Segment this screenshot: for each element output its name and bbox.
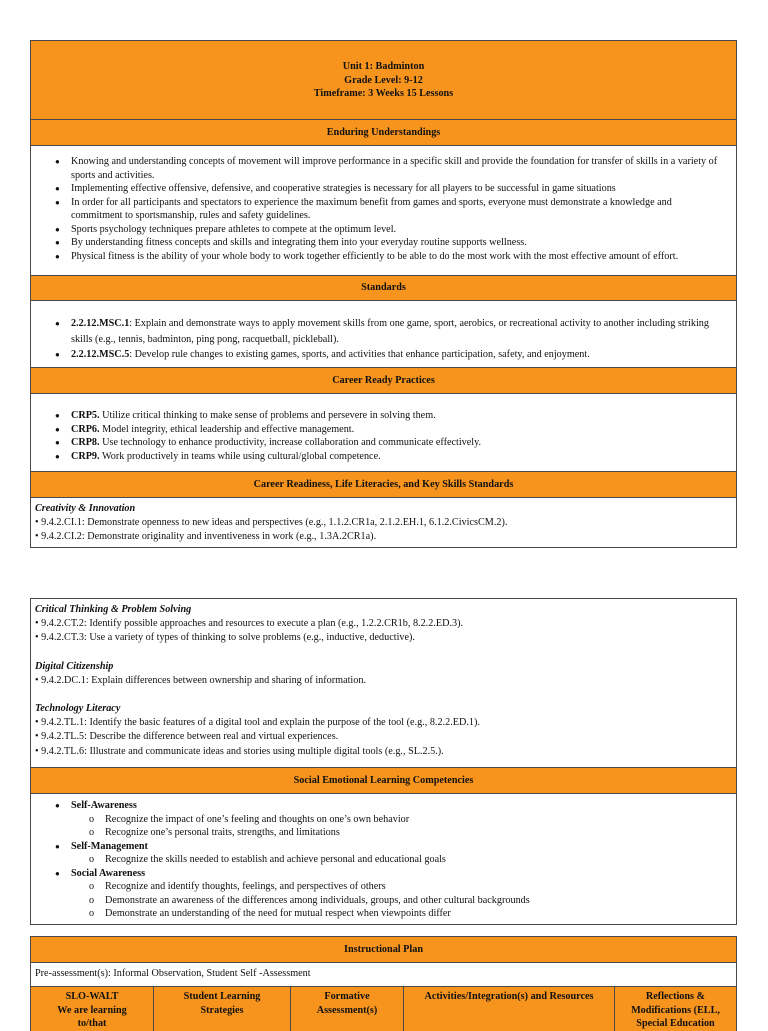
list-item: • 9.4.2.CT.3: Use a variety of types of thinking to solve problems (e.g., inductive, deductive). [35, 632, 415, 644]
standard-text: : Explain and demonstrate ways to apply movement skills from one game, sport, aerobics, or recreational activity to another including striking skills (e.g., tennis, badminton, ping pong, racquetball, pickleball). [71, 318, 709, 345]
career-section-continued [31, 599, 736, 768]
sel-group [71, 867, 736, 921]
sel-section [31, 794, 736, 921]
crp-section [31, 394, 736, 472]
list-item: ● In order for all participants and spectators to experience the maximum benefit from games and sports, everyone must demonstrate a knowledge and commitment to sportsmanship, rules and safety guidelines. [71, 196, 722, 223]
sel-group-title: Self-Awareness [71, 800, 137, 811]
list-item: o Recognize the impact of one’s feeling and thoughts on one’s own behavior [105, 813, 736, 827]
list-item: o Recognize one’s personal traits, strengths, and limitations [105, 826, 736, 840]
list-item: ● CRP5. Utilize critical thinking to make sense of problems and persevere in solving them. [71, 409, 736, 423]
enduring-section [31, 146, 736, 276]
standards-heading: Standards [31, 276, 736, 301]
crp-code: CRP9. [71, 450, 100, 462]
column-learning-strategies: Student Learning Strategies [154, 987, 291, 1031]
list-item: ● CRP8. Use technology to enhance productivity, increase collaboration and communicate effectively. [71, 436, 736, 450]
plan-heading: Instructional Plan [31, 937, 736, 963]
unit-header [31, 41, 736, 120]
list-item: o Demonstrate an awareness of the differences among individuals, groups, and other cultural backgrounds [105, 894, 736, 908]
list-item [71, 347, 722, 363]
critical-thinking-title: Critical Thinking & Problem Solving [35, 604, 192, 615]
list-item: • 9.4.2.TL.5: Describe the difference between real and virtual experiences. [35, 731, 339, 743]
list-item: • 9.4.2.TL.6: Illustrate and communicate ideas and stories using multiple digital tools (e.g., SL.2.5.). [35, 745, 444, 757]
unit-grade: Grade Level: 9-12 [344, 74, 423, 86]
technology-literacy-title: Technology Literacy [35, 703, 121, 715]
standard-code: 2.2.12.MSC.1 [71, 318, 130, 329]
sel-group-title: Self-Management [71, 840, 148, 852]
sel-group [71, 840, 736, 867]
standards-list [31, 316, 722, 363]
digital-citizenship-title: Digital Citizenship [35, 660, 114, 672]
enduring-heading: Enduring Understandings [31, 120, 736, 146]
standard-text: : Develop rule changes to existing games, sports, and activities that enhance participation, safety, and enjoyment. [129, 349, 590, 360]
list-item: ● CRP6. Model integrity, ethical leadership and effective management. [71, 423, 736, 437]
list-item: ● Sports psychology techniques prepare athletes to compete at the optimum level. [71, 223, 722, 237]
crp-code: CRP8. [71, 437, 100, 448]
list-item: • 9.4.2.TL.1: Identify the basic features of a digital tool and explain the purpose of the tool (e.g., 8.2.2.ED.1). [35, 717, 480, 729]
enduring-list [31, 155, 722, 263]
list-item: • 9.4.2.DC.1: Explain differences between ownership and sharing of information. [35, 674, 366, 686]
career-section-creativity [31, 498, 736, 545]
career-heading: Career Readiness, Life Literacies, and Key Skills Standards [31, 472, 736, 498]
standards-section [31, 301, 736, 368]
sel-heading: Social Emotional Learning Competencies [31, 768, 736, 794]
crp-heading: Career Ready Practices [31, 368, 736, 394]
list-item: • 9.4.2.CI.1: Demonstrate openness to new ideas and perspectives (e.g., 1.1.2.CR1a, 2.1.2.EH.1, 6.1.2.CivicsCM.2). [35, 517, 508, 529]
column-activities-resources: Activities/Integration(s) and Resources [404, 987, 615, 1031]
list-item: o Recognize the skills needed to establish and achieve personal and educational goals [105, 853, 736, 867]
sel-group [71, 799, 736, 840]
list-item: • 9.4.2.CT.2: Identify possible approaches and resources to execute a plan (e.g., 1.2.2.CR1b, 8.2.2.ED.3). [35, 618, 464, 630]
unit-overview-table [30, 40, 737, 548]
list-item: o Recognize and identify thoughts, feelings, and perspectives of others [105, 880, 736, 894]
unit-title: Unit 1: Badminton [342, 61, 425, 72]
column-formative-assessment: Formative Assessment(s) [291, 987, 404, 1031]
sel-list [31, 799, 736, 921]
sel-group-title: Social Awareness [71, 867, 146, 879]
career-sel-table [30, 598, 737, 925]
standard-code: 2.2.12.MSC.5 [71, 349, 130, 360]
column-reflections-modifications: Reflections & Modifications (ELL, Special Education [615, 987, 737, 1031]
column-slo-walt: SLO-WALT We are learning to/that [31, 987, 154, 1031]
crp-code: CRP5. [71, 410, 100, 421]
list-item: ● By understanding fitness concepts and skills and integrating them into your everyday routine supports wellness. [71, 236, 722, 250]
list-item: ● CRP9. Work productively in teams while using cultural/global competence. [71, 450, 736, 464]
pre-assessment-row: Pre-assessment(s): Informal Observation, Student Self -Assessment [31, 963, 736, 987]
instructional-plan-table [30, 936, 737, 1031]
list-item [71, 316, 722, 347]
crp-code: CRP6. [71, 423, 100, 435]
list-item: ● Physical fitness is the ability of your whole body to work together efficiently to be able to do the most work with the most effective amount of effort. [71, 250, 722, 264]
crp-list [31, 409, 736, 463]
list-item: o Demonstrate an understanding of the need for mutual respect when viewpoints differ [105, 907, 736, 921]
list-item: ● Knowing and understanding concepts of movement will improve performance in a specific skill and provide the foundation for transfer of skills in a variety of sports and activities. [71, 155, 722, 182]
unit-timeframe: Timeframe: 3 Weeks 15 Lessons [313, 88, 454, 99]
list-item: • 9.4.2.CI.2: Demonstrate originality and inventiveness in work (e.g., 1.3A.2CR1a). [35, 531, 377, 543]
list-item: ● Implementing effective offensive, defensive, and cooperative strategies is necessary for all players to be successful in game situations [71, 182, 722, 196]
creativity-title: Creativity & Innovation [35, 503, 136, 514]
